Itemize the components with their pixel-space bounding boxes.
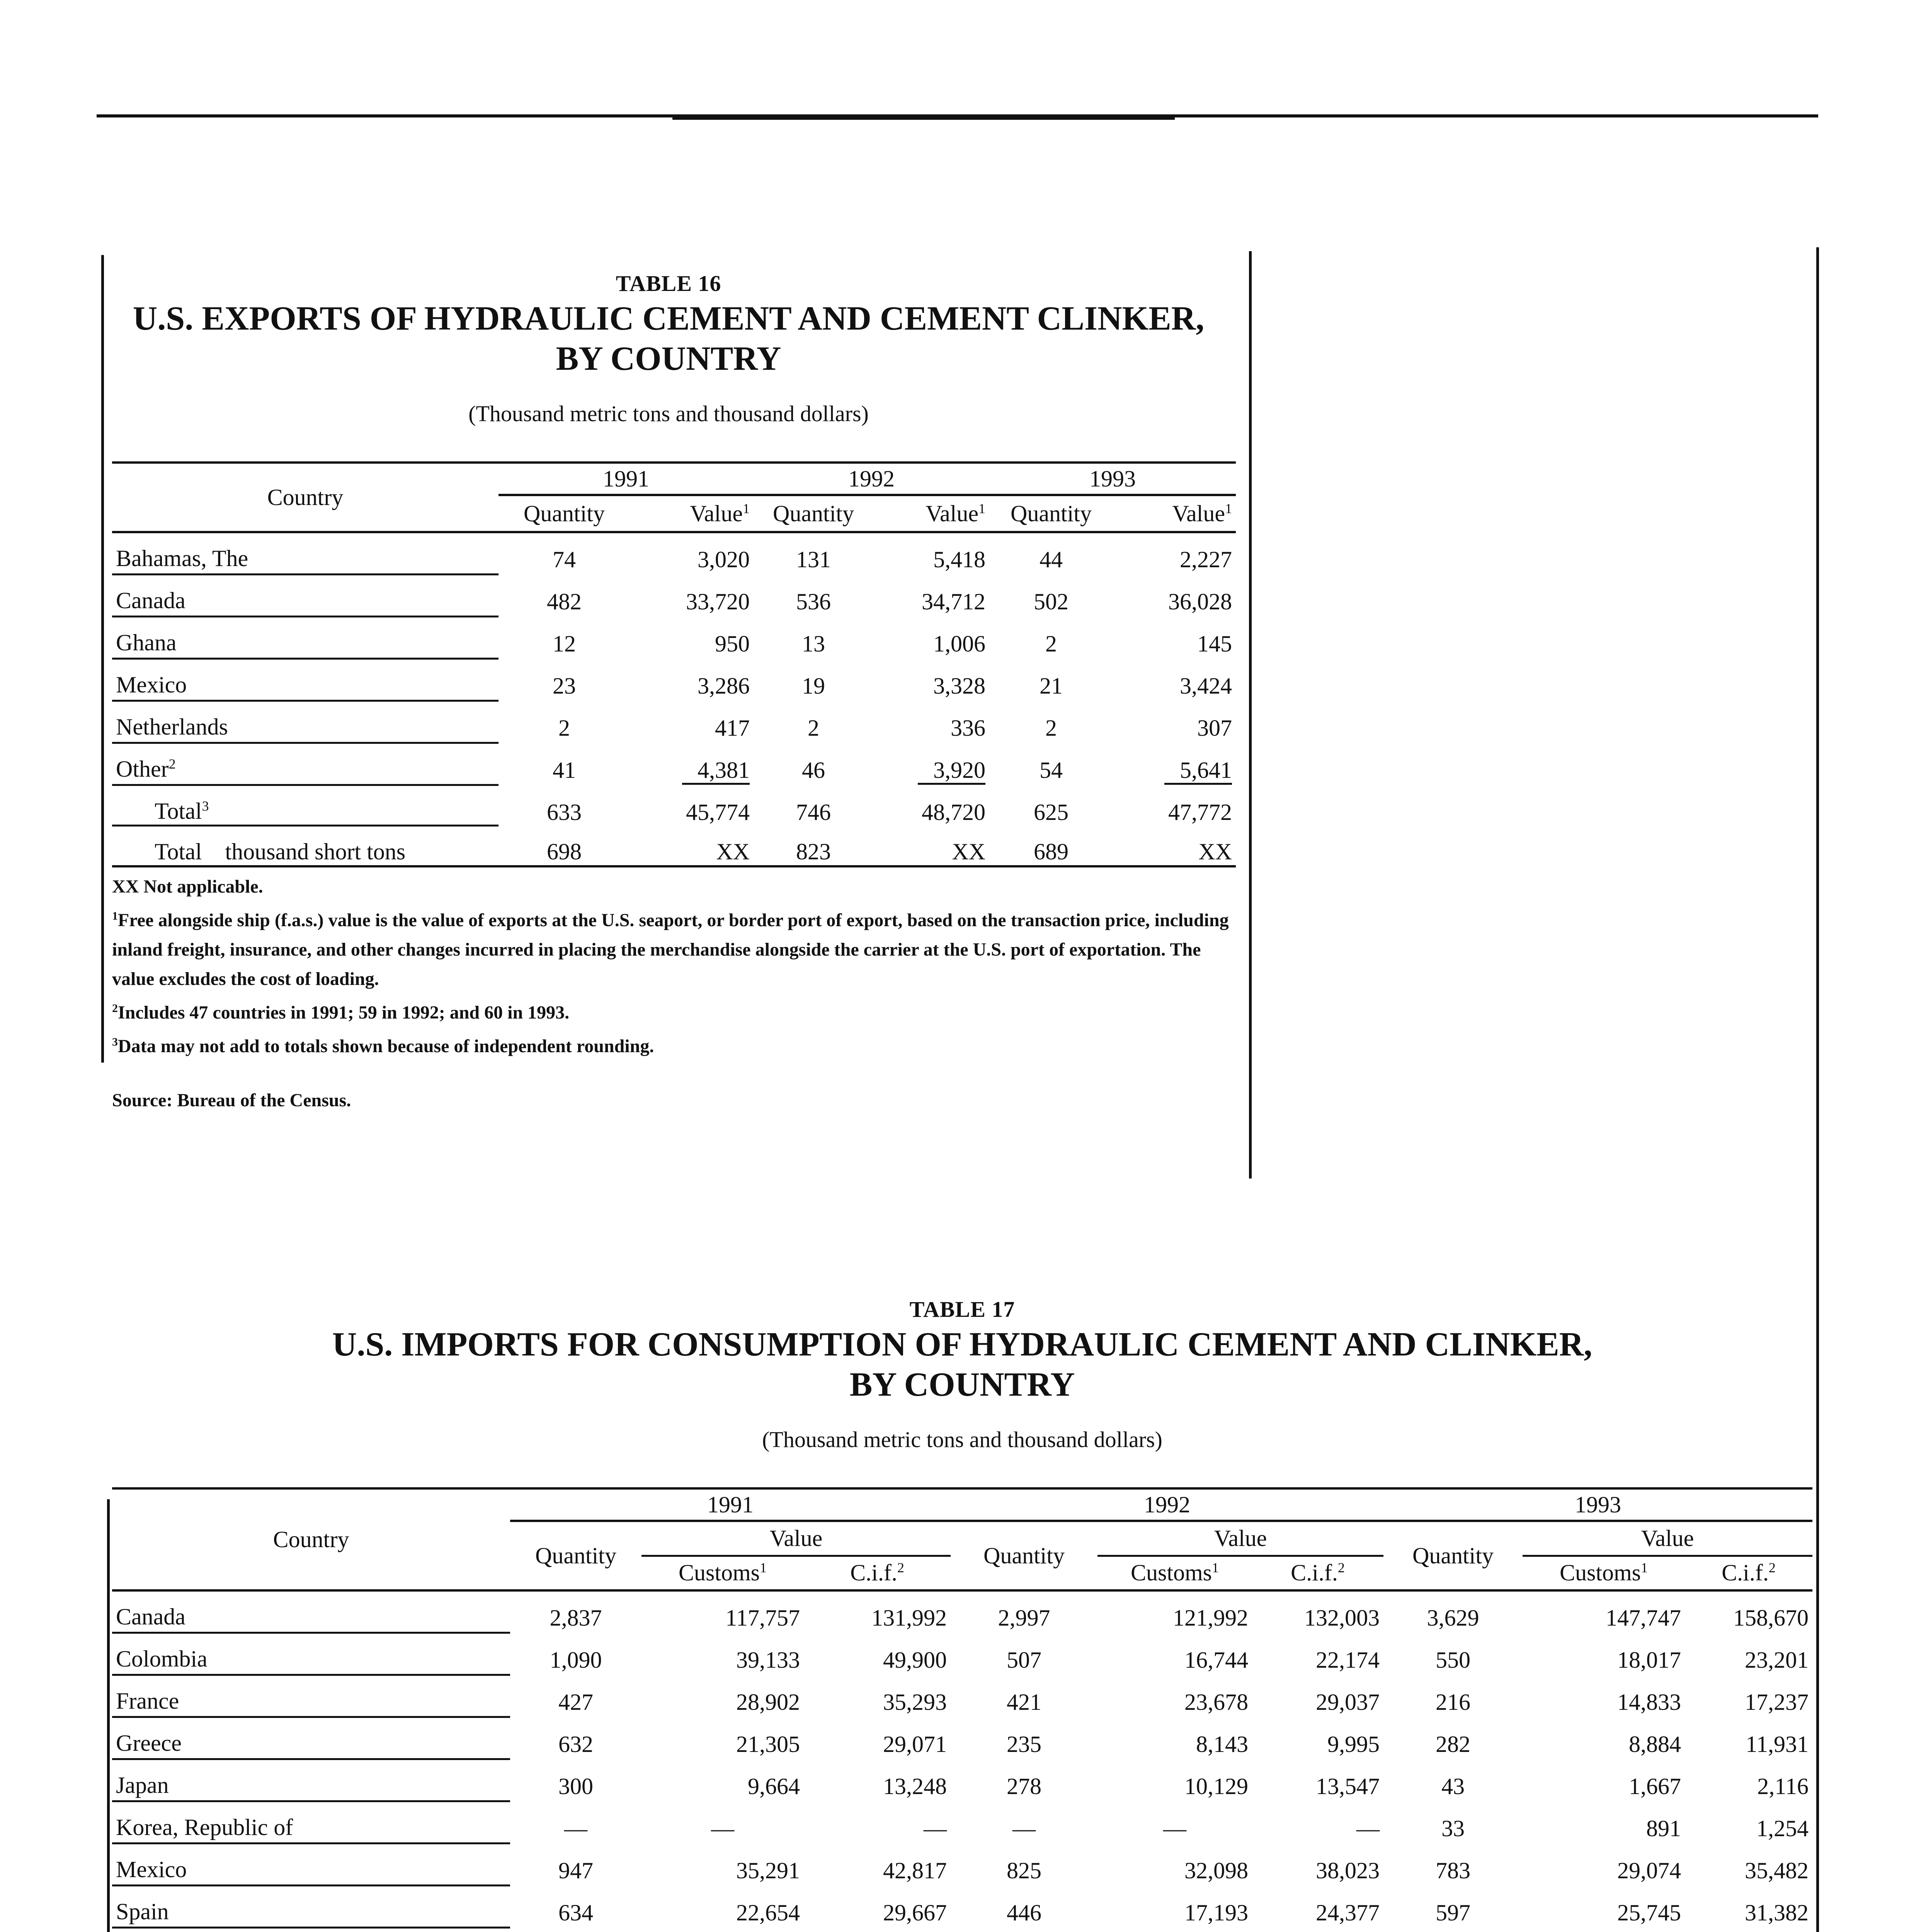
table-cell: 689: [1034, 839, 1069, 864]
table-cell: 634: [558, 1900, 593, 1925]
table-cell: 17,193: [1184, 1900, 1248, 1925]
table-cell: 950: [715, 631, 750, 656]
country-name: Korea, Republic of: [112, 1801, 510, 1844]
table-cell: 625: [1034, 799, 1069, 825]
table-row: [112, 701, 1236, 743]
table-cell: 21: [1040, 673, 1063, 699]
table-cell: 482: [547, 588, 582, 614]
table17-col-cif: C.i.f.$^2$: [1291, 1560, 1345, 1586]
table-cell: 42,817: [883, 1857, 947, 1883]
table-cell: —: [564, 1815, 587, 1841]
table-cell: 632: [558, 1731, 593, 1757]
table-row: [112, 1844, 1812, 1886]
country-name: Canada: [112, 575, 499, 617]
table-cell: 49,900: [883, 1647, 947, 1673]
table-cell: 1,090: [550, 1647, 602, 1673]
table16-col-value: Value$^1$: [1172, 500, 1232, 526]
table16-country-header: Country: [267, 484, 344, 510]
table-cell: 3,286: [698, 673, 750, 699]
table17-title-line1: U.S. IMPORTS FOR CONSUMPTION OF HYDRAULIC CEMENT AND CLINKER,: [332, 1326, 1593, 1363]
table-cell: 507: [1007, 1647, 1041, 1673]
table-cell: 550: [1436, 1647, 1470, 1673]
table-cell: 29,074: [1617, 1857, 1681, 1883]
table-cell: 2: [558, 715, 570, 741]
table-row: [112, 1886, 1812, 1928]
table-cell: 216: [1436, 1689, 1470, 1715]
table-cell: 29,071: [883, 1731, 947, 1757]
total-short-tons-label: Total thousand short tons: [155, 839, 406, 864]
table16-col-value: Value$^1$: [926, 500, 985, 526]
table-cell: 158,670: [1733, 1605, 1809, 1631]
table17-col-value: Value: [1097, 1521, 1383, 1556]
table-cell: 536: [796, 588, 831, 614]
table-cell: 33,720: [686, 588, 750, 614]
table17: [112, 1296, 1812, 1932]
table16-source: Source: Bureau of the Census.: [112, 1090, 351, 1111]
country-name: Colombia: [112, 1633, 510, 1675]
table-cell: 145: [1197, 631, 1232, 656]
table-cell: 131: [796, 546, 831, 572]
table-cell: 3,629: [1427, 1605, 1479, 1631]
table16-right-border: [1249, 251, 1252, 1179]
table-cell: 29,037: [1316, 1689, 1380, 1715]
table-row: [112, 1717, 1812, 1759]
table-cell: 823: [796, 839, 831, 864]
table-cell: 13,248: [883, 1773, 947, 1799]
table-cell: 32,098: [1184, 1857, 1248, 1883]
table-row: [112, 659, 1236, 701]
table16: [104, 270, 1233, 1111]
table-cell: 1,006: [933, 631, 985, 656]
table-cell: 421: [1007, 1689, 1041, 1715]
table-cell: 48,720: [922, 799, 985, 825]
table17-country-header: Country: [273, 1526, 349, 1552]
table-cell: 2,227: [1180, 546, 1232, 572]
table-cell: 336: [951, 715, 985, 741]
country-name: Mexico: [112, 1844, 510, 1886]
table-cell: 282: [1436, 1731, 1470, 1757]
table-cell: 8,143: [1196, 1731, 1248, 1757]
table-cell: [1097, 1928, 1252, 1932]
table-cell: 36,028: [1168, 588, 1232, 614]
table16-title-line1: U.S. EXPORTS OF HYDRAULIC CEMENT AND CEMENT CLINKER,: [133, 300, 1205, 337]
table-cell: [1523, 1928, 1685, 1932]
table-cell: 417: [715, 715, 750, 741]
table16-footnotes: [112, 872, 1233, 1061]
table-cell: 8,884: [1629, 1731, 1681, 1757]
table-row: [112, 1759, 1812, 1801]
table-cell: 3,920: [873, 743, 989, 785]
table-cell: 74: [553, 546, 576, 572]
table-cell: 29,667: [883, 1900, 947, 1925]
country-name: Mexico: [112, 659, 499, 701]
table-cell: 47,772: [1168, 799, 1232, 825]
table-cell: 235: [1007, 1731, 1041, 1757]
table17-title: [112, 1325, 1812, 1405]
table-row: [112, 532, 1236, 575]
table-cell: 11,931: [1746, 1731, 1809, 1757]
table17-col-customs: Customs$^1$: [678, 1560, 767, 1586]
table-cell: [641, 1928, 804, 1932]
table-cell: XX: [716, 839, 750, 864]
table-cell: 3,424: [1180, 673, 1232, 699]
table-cell: 41: [553, 757, 576, 783]
table16-year-1993: 1993: [989, 463, 1236, 495]
table-cell: 5,641: [1113, 743, 1236, 785]
table-cell: 5,418: [933, 546, 985, 572]
table16-left-border: [101, 255, 104, 1063]
table17-col-cif: C.i.f.$^2$: [850, 1560, 904, 1586]
table17-col-quantity: Quantity: [1412, 1543, 1494, 1568]
table17-left-border: [107, 1499, 110, 1932]
table17-col-value: Value: [641, 1521, 951, 1556]
table16-title-line2: BY COUNTRY: [556, 340, 781, 378]
table-cell: XX: [952, 839, 985, 864]
table-cell: 278: [1007, 1773, 1041, 1799]
table-cell: 16,744: [1184, 1647, 1248, 1673]
table-cell: 34,712: [922, 588, 985, 614]
table16-col-quantity: Quantity: [524, 500, 605, 526]
table-cell: [1252, 1928, 1383, 1932]
table-cell: 2,116: [1757, 1773, 1809, 1799]
table-cell: —: [1012, 1815, 1036, 1841]
table-cell: 698: [547, 839, 582, 864]
table-cell: 2: [1045, 631, 1057, 656]
table-cell: 39,133: [736, 1647, 800, 1673]
table16-year-1992: 1992: [754, 463, 989, 495]
table-cell: 783: [1436, 1857, 1470, 1883]
table-cell: 633: [547, 799, 582, 825]
table-cell: 891: [1646, 1815, 1681, 1841]
table16-col-value: Value$^1$: [690, 500, 750, 526]
table17-year-1993: 1993: [1383, 1488, 1812, 1521]
table-cell: 33: [1441, 1815, 1465, 1841]
table-cell: —: [924, 1815, 947, 1841]
page-right-border: [1816, 247, 1819, 1932]
table-row: [112, 1928, 1812, 1932]
table-cell: [804, 1928, 951, 1932]
table-row: [112, 575, 1236, 617]
table16-number: TABLE 16: [616, 271, 721, 296]
table-cell: —: [1356, 1815, 1380, 1841]
table-cell: 2,997: [998, 1605, 1050, 1631]
table17-title-line2: BY COUNTRY: [849, 1366, 1075, 1403]
table-cell: 54: [1040, 757, 1063, 783]
table-cell: 18,017: [1617, 1647, 1681, 1673]
table-row: [112, 1675, 1812, 1717]
table-cell: 4,381: [630, 743, 754, 785]
footnote: $^1$Free alongside ship (f.a.s.) value is the value of exports at the U.S. seaport, or border port of export, based on the transaction price, including inland freight, insurance, and other changes incurred in placing the merchandise alongside the carrier at the U.S. port of exportation. The value excludes the cost of loading.: [112, 910, 1229, 989]
country-name: Ghana: [112, 617, 499, 659]
header-rule-thick: [672, 117, 1175, 120]
country-name: Canada: [112, 1590, 510, 1633]
table17-year-1991: 1991: [510, 1488, 951, 1521]
table-cell: XX: [1198, 839, 1232, 864]
table-cell: 22,174: [1316, 1647, 1380, 1673]
table-cell: 35,293: [883, 1689, 947, 1715]
table-cell: 44: [1040, 546, 1063, 572]
table16-col-quantity: Quantity: [773, 500, 854, 526]
table-cell: 300: [558, 1773, 593, 1799]
table-row: [112, 1590, 1812, 1633]
table-cell: 23,678: [1184, 1689, 1248, 1715]
table-cell: 9,664: [748, 1773, 800, 1799]
table16-year-1991: 1991: [499, 463, 754, 495]
table-cell: 12: [553, 631, 576, 656]
footnote: XX Not applicable.: [112, 876, 263, 897]
table-row: [112, 1801, 1812, 1844]
country-name: [112, 1928, 510, 1932]
table16-title: [104, 299, 1233, 379]
footnote: $^2$Includes 47 countries in 1991; 59 in 1992; and 60 in 1993.: [112, 1002, 570, 1023]
table-row: [112, 617, 1236, 659]
table-cell: 35,291: [736, 1857, 800, 1883]
table17-col-quantity: Quantity: [983, 1543, 1065, 1568]
table-cell: 14,833: [1617, 1689, 1681, 1715]
country-name: Bahamas, The: [112, 532, 499, 575]
table-cell: 2,837: [550, 1605, 602, 1631]
table-cell: 17,237: [1745, 1689, 1809, 1715]
table-cell: 23: [553, 673, 576, 699]
table17-col-customs: Customs$^1$: [1130, 1560, 1219, 1586]
table-cell: [951, 1928, 1097, 1932]
footnote: $^3$Data may not add to totals shown because of independent rounding.: [112, 1036, 654, 1056]
table17-col-quantity: Quantity: [535, 1543, 616, 1568]
table17-col-customs: Customs$^1$: [1559, 1560, 1648, 1586]
table-cell: 947: [558, 1857, 593, 1883]
table-cell: 3,328: [933, 673, 985, 699]
table-cell: 427: [558, 1689, 593, 1715]
table-cell: —: [711, 1815, 734, 1841]
table-cell: 1,667: [1629, 1773, 1681, 1799]
table-cell: 132,003: [1304, 1605, 1380, 1631]
table-cell: 22,654: [736, 1900, 800, 1925]
table-cell: 23,201: [1745, 1647, 1809, 1673]
table-cell: 13,547: [1316, 1773, 1380, 1799]
table-cell: 38,023: [1316, 1857, 1380, 1883]
table17-year-1992: 1992: [951, 1488, 1383, 1521]
table17-col-value: Value: [1523, 1521, 1812, 1556]
table17-col-cif: C.i.f.$^2$: [1722, 1560, 1776, 1586]
total-row: [112, 785, 1236, 826]
table-cell: 2: [808, 715, 819, 741]
table-cell: 31,382: [1745, 1900, 1809, 1925]
table-cell: 307: [1197, 715, 1232, 741]
total-short-tons-row: [112, 826, 1236, 867]
country-name: Greece: [112, 1717, 510, 1759]
table-cell: 147,747: [1606, 1605, 1681, 1631]
table-cell: [1685, 1928, 1812, 1932]
table-cell: 746: [796, 799, 831, 825]
table-cell: 9,995: [1327, 1731, 1380, 1757]
table-cell: 35,482: [1745, 1857, 1809, 1883]
table-cell: 45,774: [686, 799, 750, 825]
country-name: Spain: [112, 1886, 510, 1928]
table-cell: 21,305: [736, 1731, 800, 1757]
table-cell: 43: [1441, 1773, 1465, 1799]
country-name: Japan: [112, 1759, 510, 1801]
table16-units: (Thousand metric tons and thousand dollars): [468, 401, 869, 426]
table-cell: 3,020: [698, 546, 750, 572]
table17-units: (Thousand metric tons and thousand dollars): [762, 1427, 1162, 1452]
country-name: Netherlands: [112, 701, 499, 743]
table-cell: 597: [1436, 1900, 1470, 1925]
table-cell: 117,757: [725, 1605, 800, 1631]
table-cell: 446: [1007, 1900, 1041, 1925]
table-cell: 121,992: [1173, 1605, 1248, 1631]
total-label: Total$^3$: [112, 785, 499, 826]
table16-col-quantity: Quantity: [1011, 500, 1092, 526]
table-cell: 1,254: [1756, 1815, 1809, 1841]
table17-grid: [112, 1487, 1812, 1932]
table-cell: 131,992: [871, 1605, 947, 1631]
table-cell: [510, 1928, 641, 1932]
table-cell: 19: [802, 673, 825, 699]
table-cell: 46: [802, 757, 825, 783]
table-cell: 10,129: [1184, 1773, 1248, 1799]
table-row: [112, 743, 1236, 785]
table-cell: —: [1163, 1815, 1186, 1841]
table-cell: 502: [1034, 588, 1069, 614]
table-row: [112, 1633, 1812, 1675]
table-cell: 28,902: [736, 1689, 800, 1715]
table-cell: 13: [802, 631, 825, 656]
country-name: Other$^2$: [112, 743, 499, 785]
table-cell: [1383, 1928, 1523, 1932]
table-cell: 2: [1045, 715, 1057, 741]
country-name: France: [112, 1675, 510, 1717]
table17-number: TABLE 17: [909, 1297, 1015, 1322]
table-cell: 24,377: [1316, 1900, 1380, 1925]
table-cell: 825: [1007, 1857, 1041, 1883]
table16-grid: [112, 461, 1236, 867]
table-cell: 25,745: [1617, 1900, 1681, 1925]
